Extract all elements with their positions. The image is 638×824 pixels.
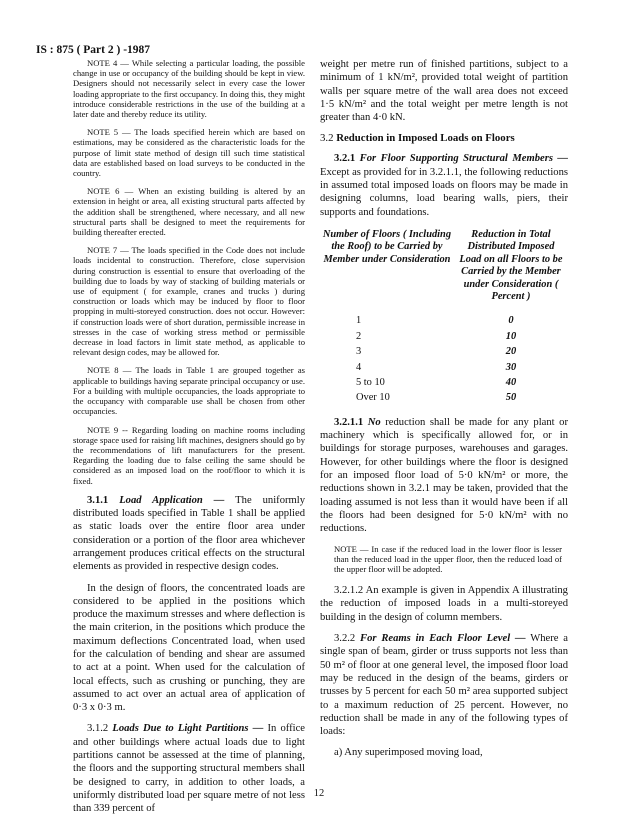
note-label: NOTE 7 — [87,245,129,256]
table-row [320,390,568,405]
section-3-2-1-2 [320,584,568,624]
section-text: reduction shall be made for any plant or machinery which is specifically allowed for, or in buildings for storage purposes, warehouses and garages. However, for other buildings where the floor is designed for an imposed floor load of 5·0 kN/m² or more, the reductions shown in 3.2.1 may be taken, provided that the loading assumed is not less than it would have been if all the floors had been designed for 5·0 kN/m² with no reductions. [320,416,568,535]
table-header-row [320,229,568,313]
note-6 [73,186,305,237]
note-text: While selecting a particular loading, the possible change in use or occupancy of the building should be kept in view. Designers should not necessarily select in every case the lower loading appropriate to the first occupancy. In doing this, they might introduce considerable restrictions in the use of the building at a later date and thereby reduce its utility. [73,58,305,120]
section-number: 3.1.1 [87,494,109,506]
note-text: When an existing building is altered by an extension in height or area, all existing structural parts affected by the addition shall be strengthened, where necessary, and all new structural parts shall be designed to meet the requirements for building thereafter erected. [73,186,306,238]
section-number: 3.2.1 [334,153,356,165]
list-item-a: a) Any superimposed moving load, [334,747,483,759]
section-3-2-1 [320,152,568,218]
page-number: 12 [313,788,325,799]
note-label: NOTE 9 -- [87,424,128,435]
table-cell-floors: 5 to 10 [356,377,385,389]
note-label: NOTE 4 — [87,58,129,68]
table-cell-reduction: 10 [505,330,517,342]
note-label: NOTE 6 — [87,186,134,197]
table-cell-reduction: 20 [505,346,517,358]
table-cell-reduction: 40 [505,377,517,389]
note-8 [73,365,305,416]
section-3-1-1 [73,494,305,574]
table-row [320,329,568,344]
table-cell-reduction: 30 [505,361,517,373]
table-row [320,360,568,375]
section-3-2-1-1 [320,416,568,536]
section-text: In office and other buildings where actual loads due to light partitions cannot be assessed at the time of planning, the floors and the supporting structural members shall be designed to carry, in addition to other loads, a uniformly distributed load per square metre of not less than 339 percent of [73,723,305,815]
table-row [320,313,568,328]
section-title: Load Application — [119,494,225,506]
note-7 [73,245,305,357]
table-cell-floors: 3 [356,346,362,358]
table-cell-floors: 1 [356,315,362,327]
table-cell-floors: 2 [356,330,362,342]
note-text: The loads specified herein which are based on estimations, may be considered as the characteristic loads for the purpose of limit state method of design till such time statistical data are established based on load surveys to be conducted in the country. [73,127,305,179]
table-cell-reduction: 50 [505,392,517,404]
table-row [320,375,568,390]
section-number: 3.1.2 [87,723,109,735]
table-cell-reduction: 0 [508,315,514,327]
section-number: 3.2 [320,132,334,145]
section-3-2-heading [320,132,568,144]
section-title: Reduction in Imposed Loads on Floors [336,132,515,145]
section-number: 3.2.1.2 [334,585,364,597]
concentrated-loads-paragraph: In the design of floors, the concentrated loads are considered to be applied in the positions which produce the maximum stresses and where deflection is the main criterion, in the positions which produce the maximum deflections Concentrated load, when used for the calculation of bending and shear are assumed to act at a point. When used for the calculation of local effects, such as crushing or punching, they are assumed to act over an actual area of application of 0·3 x 0·3 m. [73,582,305,714]
reduced-load-note [334,544,562,575]
table-cell-floors: 4 [356,361,362,373]
section-3-2-2 [320,632,568,738]
section-title: Loads Due to Light Partitions — [112,723,264,735]
table-row [320,344,568,359]
note-text: Regarding loading on machine rooms including storage space used for raising lift machines, designers should go by the recommendations of lift manufacturers for the present. Regarding the loading due to false ceiling the same should be considered as an imposed load on the roof/floor to which it is fixed. [73,424,305,486]
section-number: 3.2.1.1 [334,416,364,428]
section-text: The uniformly distributed loads specified in Table 1 shall be applied as static loads over the entire floor area under consideration or a portion of the floor area whichever arrangement produces critical effects on the structural elements as provided in respective design codes. [73,494,306,573]
floor-reduction-table [320,229,568,406]
note-5 [73,127,305,178]
table-cell-floors: Over 10 [356,392,390,404]
note-text: The loads specified in the Code does not include loads incidental to construction. Therefore, close supervision during construction is essential to ensure that overloading of the building due to loads by way of stacking of building materials or use of equipment ( for example, cranes and trucks ) during construction or loads which may be induced by floor to floor propping in multi-storeyed construction. does not occur. However: if construction loads were of short duration, permissible increase in stresses in the case of working stress method or permissible decrease in load factors in limit state method, as applicable to relevant design codes, may be allowed for. [73,245,305,358]
section-number: 3.2.2 [334,633,356,645]
right-column [320,58,568,768]
partition-continuation: weight per metre run of finished partitions, subject to a minimum of 1 kN/m², provided total weight of partition walls per square metre of the wall area does not exceed 1·5 kN/m² and the total weight per metre length is not greater than 4·0 kN. [320,59,568,124]
note-label: NOTE 8 — [87,365,132,376]
note-text: In case if the reduced load in the lower floor is lesser than the reduced load in the upper floor, then the reduced load of the upper floor will be adopted. [334,543,563,574]
section-title: No [367,416,381,428]
section-title: For Reams in Each Floor Level — [360,633,526,645]
section-text: Except as provided for in 3.2.1.1, the following reductions in assumed total imposed loads on floors may be made in designing columns, load bearing walls, piers, their supports and foundations. [320,166,568,218]
note-label: NOTE 5 — [87,127,131,138]
section-text: Where a single span of beam, girder or truss supports not less than 50 m² of floor at one general level, the imposed floor load may be reduced in the design of the beams, girders or trusses by 5 percent for each 50 m² area supported subject to a maximum reduction of 25 percent. However, no reduction shall be made in any of the following types of loads: [320,633,569,738]
left-column [73,58,305,824]
note-9 [73,425,305,486]
note-text: The loads in Table 1 are grouped together as applicable to buildings having separate principal occupancy or use. For a building with multiple occupancies, the loads appropriate to the occupancy with comparable use shall be chosen from other occupancies. [73,365,305,417]
section-title: For Floor Supporting Structural Members — [359,153,568,165]
table-header-reduction: Reduction in Total Distributed Imposed Load on all Floors to be Carried by the Member under Consideration ( Percent ) [459,228,563,302]
note-4 [73,58,305,119]
standard-code-header: IS : 875 ( Part 2 ) -1987 [36,44,151,56]
table-header-floors: Number of Floors ( Including the Roof) to be Carried by Member under Consideration [322,228,452,265]
section-3-1-2 [73,722,305,815]
note-label: NOTE — [334,543,369,554]
section-text: An example is given in Appendix A illustrating the reduction of imposed loads in a multi-storeyed building in the design of column members. [320,585,568,623]
